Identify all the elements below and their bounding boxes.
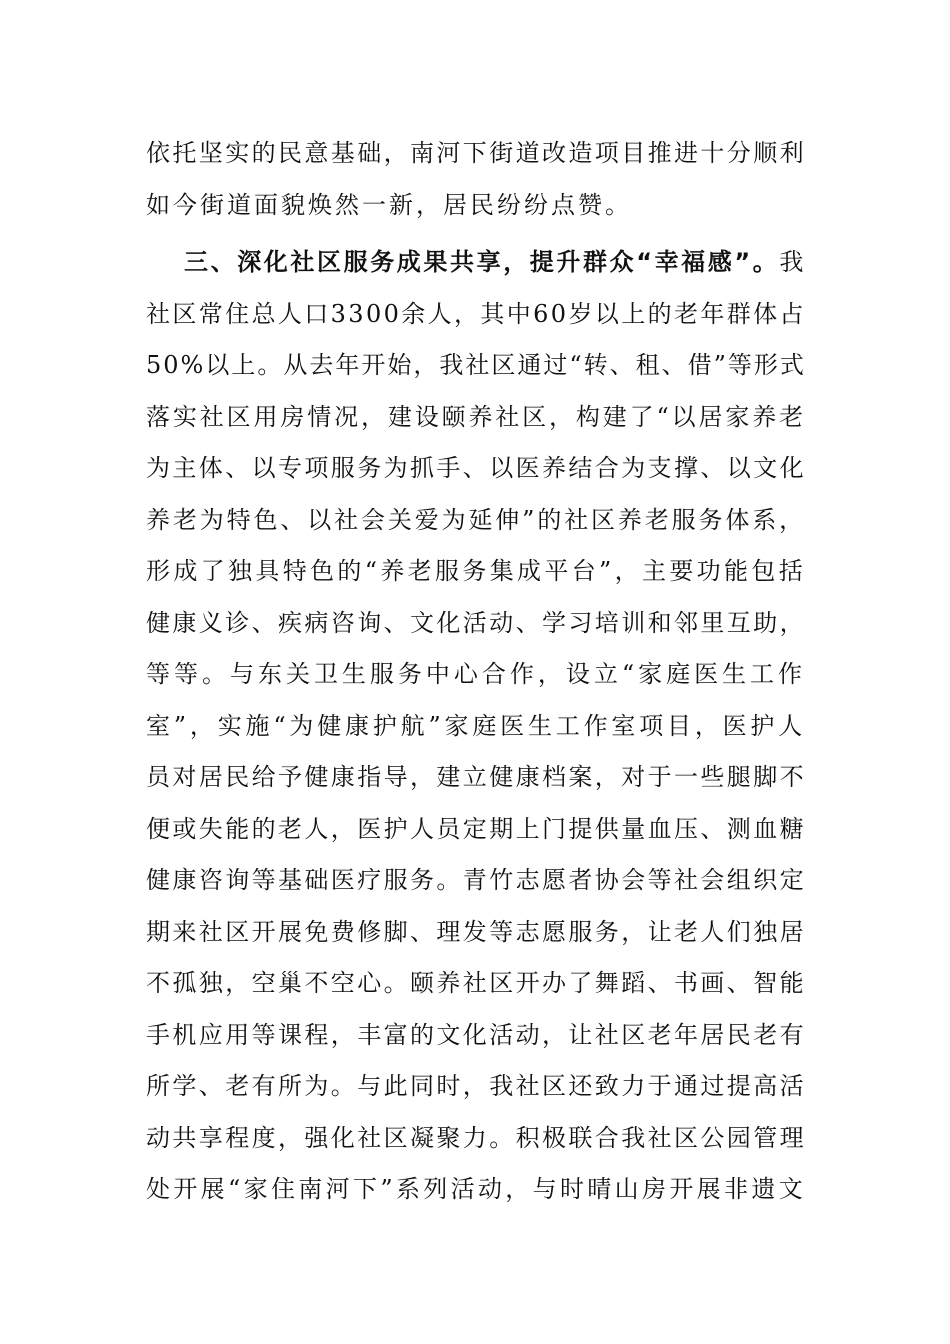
paragraph-2: [146, 237, 806, 1216]
paragraph-line: 等等。与东关卫生服务中心合作，设立“家庭医生工作: [146, 660, 806, 688]
paragraph-heading-line: [146, 237, 806, 289]
paragraph-line: 50%以上。从去年开始，我社区通过“转、租、借”等形式: [146, 351, 806, 379]
paragraph-line: 处开展“家住南河下”系列活动，与时晴山房开展非遗文: [146, 1175, 806, 1203]
paragraph-line: 手机应用等课程，丰富的文化活动，让社区老年居民老有: [146, 1020, 806, 1049]
paragraph-1: [146, 128, 806, 231]
paragraph-line: 如今街道面貌焕然一新，居民纷纷点赞。: [146, 190, 632, 219]
paragraph-line: 养老为特色、以社会关爱为延伸”的社区养老服务体系，: [146, 505, 806, 534]
paragraph-line: 所学、老有所为。与此同时，我社区还致力于通过提高活: [146, 1072, 806, 1100]
heading-line-tail: 我: [779, 248, 806, 276]
paragraph-line: 室”，实施“为健康护航”家庭医生工作室项目，医护人: [146, 711, 806, 740]
paragraph-line: 形成了独具特色的“养老服务集成平台”，主要功能包括: [146, 557, 806, 585]
paragraph-line: 为主体、以专项服务为抓手、以医养结合为支撑、以文化: [146, 454, 806, 482]
paragraph-line: 不孤独，空巢不空心。颐养社区开办了舞蹈、书画、智能: [146, 969, 806, 997]
paragraph-line: 期来社区开展免费修脚、理发等志愿服务，让老人们独居: [146, 917, 806, 946]
paragraph-line: 落实社区用房情况，建设颐养社区，构建了“以居家养老: [146, 402, 806, 431]
paragraph-line: 健康义诊、疾病咨询、文化活动、学习培训和邻里互助，: [146, 608, 806, 637]
paragraph-line: 健康咨询等基础医疗服务。青竹志愿者协会等社会组织定: [146, 866, 806, 894]
paragraph-line: 员对居民给予健康指导，建立健康档案，对于一些腿脚不: [146, 763, 806, 791]
paragraph-line: 便或失能的老人，医护人员定期上门提供量血压、测血糖: [146, 814, 806, 843]
paragraph-line: 社区常住总人口3300余人，其中60岁以上的老年群体占: [146, 299, 806, 328]
paragraph-line: 动共享程度，强化社区凝聚力。积极联合我社区公园管理: [146, 1123, 806, 1152]
section-heading: 三、深化社区服务成果共享，提升群众“幸福感”。: [184, 248, 780, 276]
paragraph-line: 依托坚实的民意基础，南河下街道改造项目推进十分顺利: [146, 139, 806, 167]
